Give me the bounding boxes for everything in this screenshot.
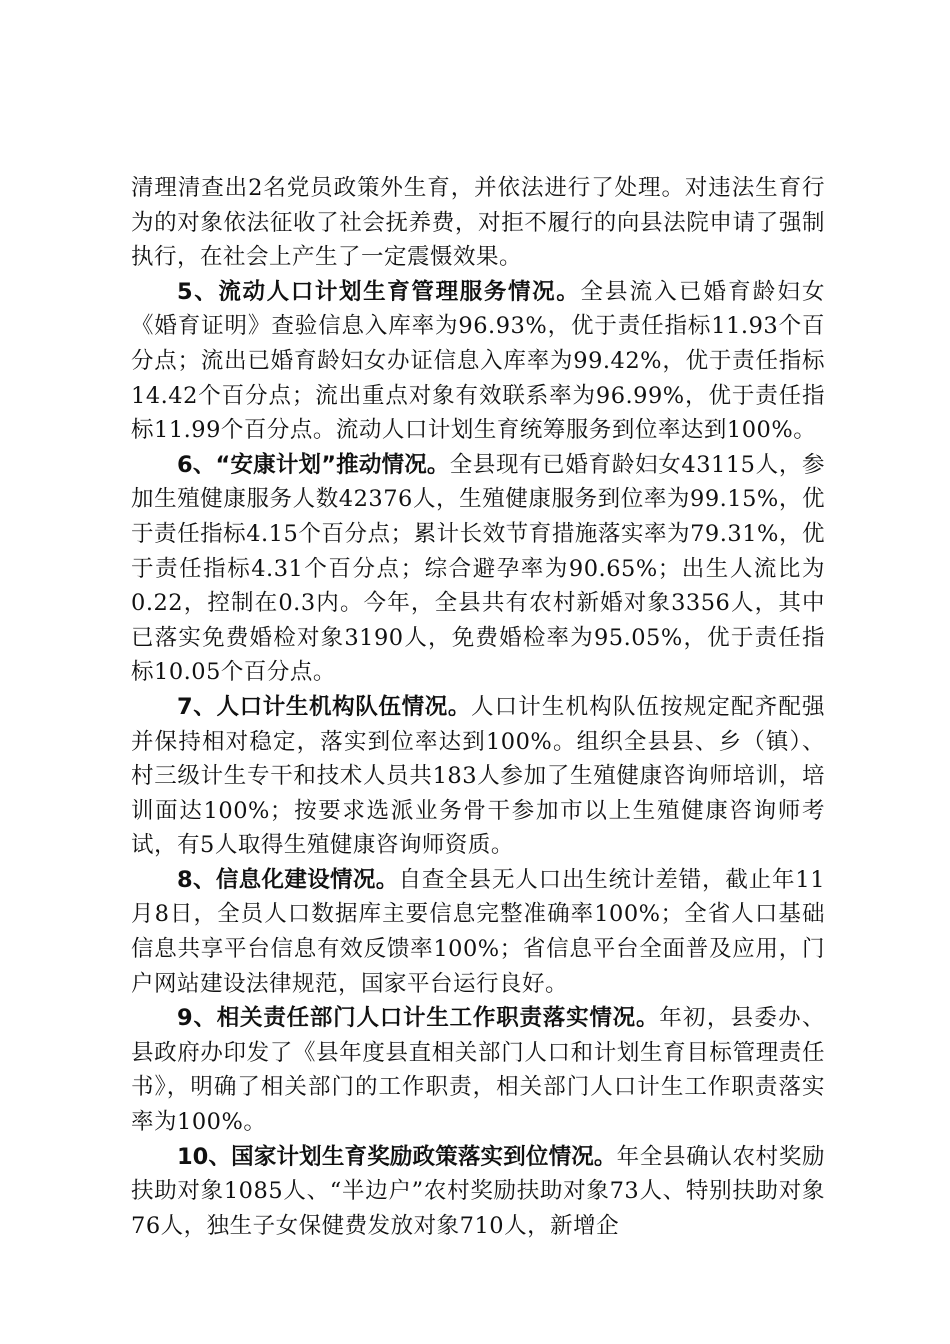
- paragraph-text: 全县流入已婚育龄妇女《婚育证明》查验信息入库率为96.93%，优于责任指标11.93个百分点；流出已婚育龄妇女办证信息入库率为99.42%，优于责任指标14.42个百分点；流出重点对象有效联系率为96.99%，优于责任指标11.99个百分点。流动人口计划生育统筹服务到位率达到100%。: [131, 278, 825, 444]
- paragraph-text: 自查全县无人口出生统计差错，截止年11月8日，全员人口数据库主要信息完整准确率100%；全省人口基础信息共享平台信息有效反馈率100%；省信息平台全面普及应用，门户网站建设法律规范，国家平台运行良好。: [131, 866, 826, 997]
- section-heading: 8、信息化建设情况。: [177, 866, 399, 893]
- section-heading: 6、“安康计划”推动情况。: [177, 451, 450, 478]
- paragraph-continuation: [131, 171, 825, 275]
- paragraph-text: 全县现有已婚育龄妇女43115人，参加生殖健康服务人数42376人，生殖健康服务到位率为99.15%，优于责任指标4.15个百分点；累计长效节育措施落实率为79.31%，优于责任指标4.31个百分点；综合避孕率为90.65%；出生人流比为0.22，控制在0.3内。今年，全县共有农村新婚对象3356人，其中已落实免费婚检对象3190人，免费婚检率为95.05%，优于责任指标10.05个百分点。: [131, 451, 825, 686]
- paragraph-floating-population: [131, 275, 825, 448]
- paragraph-text: 清理清查出2名党员政策外生育，并依法进行了处理。对违法生育行为的对象依法征收了社会抚养费，对拒不履行的向县法院申请了强制执行，在社会上产生了一定震慑效果。: [131, 175, 825, 271]
- document-body: [131, 171, 825, 1243]
- paragraph-department-duties: [131, 1001, 825, 1139]
- paragraph-staffing: [131, 690, 825, 863]
- paragraph-text: 年全县确认农村奖励扶助对象1085人、“半边户”农村奖励扶助对象73人、特别扶助对象76人，独生子女保健费发放对象710人，新增企: [131, 1143, 825, 1239]
- section-heading: 5、流动人口计划生育管理服务情况。: [177, 278, 581, 305]
- paragraph-reward-policy: [131, 1140, 825, 1244]
- section-heading: 10、国家计划生育奖励政策落实到位情况。: [177, 1143, 617, 1170]
- paragraph-informatization: [131, 863, 825, 1001]
- paragraph-text: 人口计生机构队伍按规定配齐配强并保持相对稳定，落实到位率达到100%。组织全县县、乡（镇）、村三级计生专干和技术人员共183人参加了生殖健康咨询师培训，培训面达100%；按要求选派业务骨干参加市以上生殖健康咨询师考试，有5人取得生殖健康咨询师资质。: [131, 693, 825, 859]
- section-heading: 9、相关责任部门人口计生工作职责落实情况。: [177, 1005, 660, 1032]
- paragraph-ankang-plan: [131, 448, 825, 690]
- section-heading: 7、人口计生机构队伍情况。: [177, 693, 471, 720]
- paragraph-text: 年初，县委办、县政府办印发了《县年度县直相关部门人口和计划生育目标管理责任书》，明确了相关部门的工作职责，相关部门人口计生工作职责落实率为100%。: [131, 1005, 825, 1136]
